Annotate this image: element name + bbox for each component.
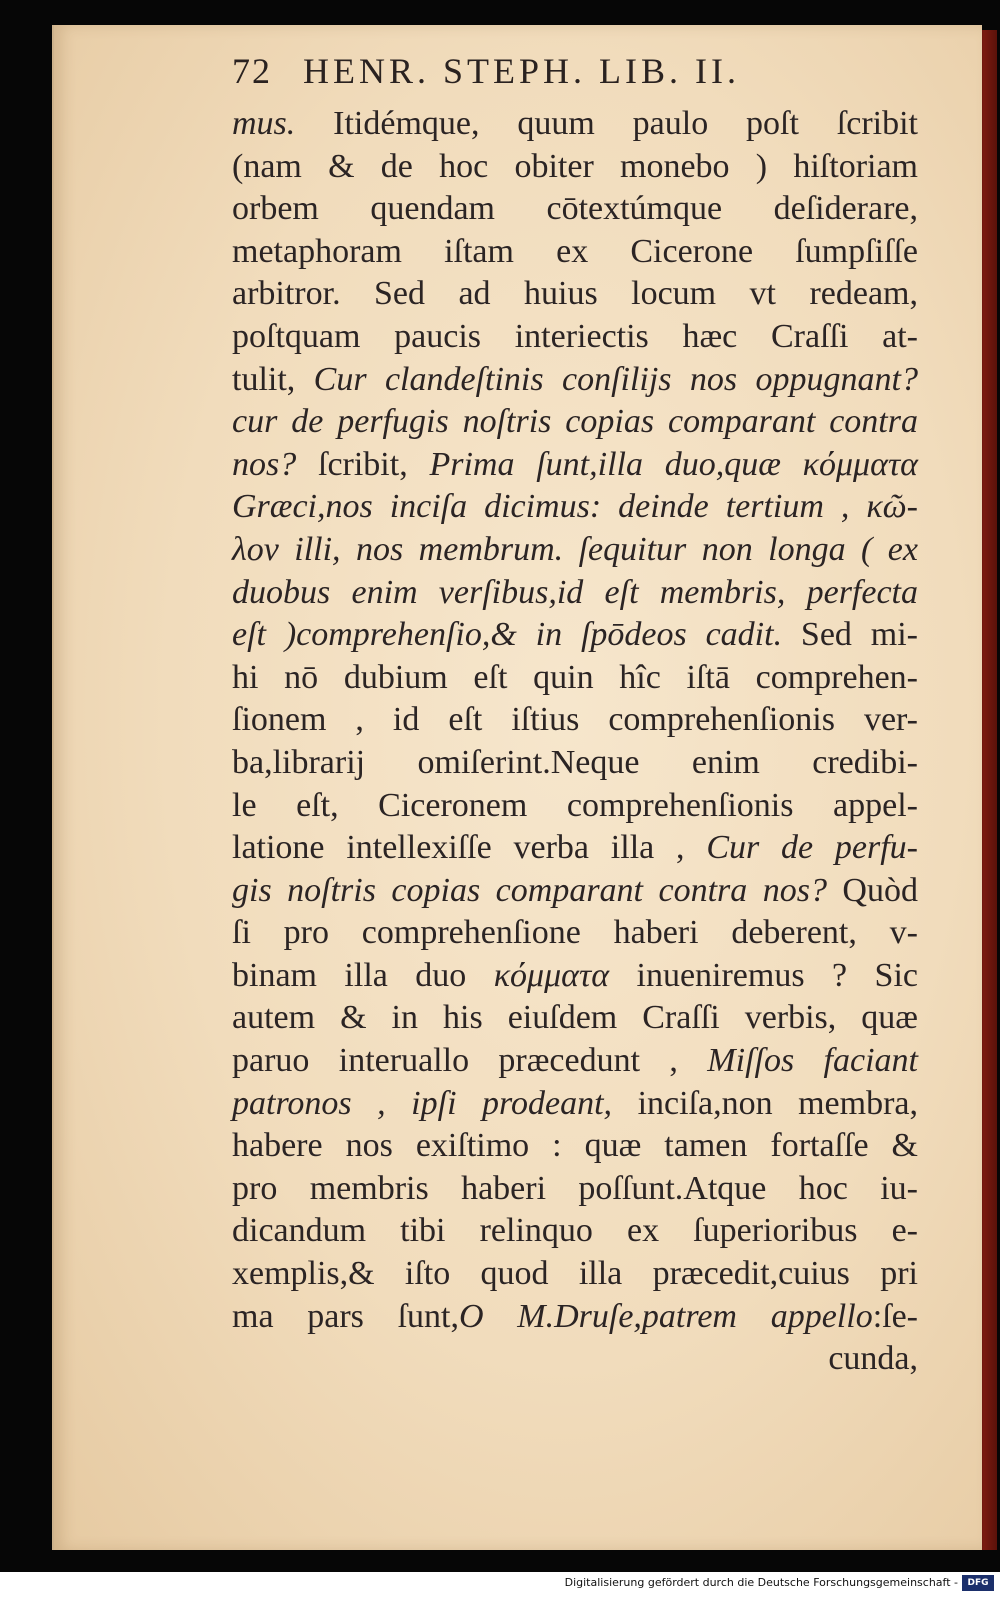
text-line (232, 785, 918, 828)
digitization-credit: Digitalisierung gefördert durch die Deutsche Forschungsgemeinschaft - (564, 1576, 958, 1589)
text-line (232, 657, 918, 700)
text-segment: ſionem , id eſt iſtius comprehenſionis ver- (232, 701, 918, 739)
italic-segment: λον illi, nos membrum. ſequitur non longa ( ex (232, 530, 918, 568)
text-segment: ba,librarij omiſerint.Neque enim credibi- (232, 743, 918, 781)
text-segment: metaphoram iſtam ex Cicerone ſumpſiſſe (232, 232, 918, 270)
text-line (232, 316, 918, 359)
text-line (232, 188, 918, 231)
italic-segment: patronos , ipſi prodeant, (232, 1084, 613, 1122)
italic-segment: Græci,nos inciſa dicimus: deinde tertium , κῶ- (232, 488, 918, 526)
text-segment: orbem quendam cōtextúmque deſiderare, (232, 190, 918, 228)
running-head: HENR. STEPH. LIB. II. (303, 51, 740, 91)
text-line (232, 231, 918, 274)
text-line (232, 359, 918, 402)
italic-segment: κόμματα (493, 956, 610, 994)
text-segment: pro membris haberi poſſunt.Atque hoc iu- (232, 1169, 918, 1207)
text-line (232, 486, 918, 529)
italic-segment: duobus enim verſibus,id eſt membris, perfecta (232, 573, 918, 611)
text-segment: tulit, (232, 360, 314, 398)
text-line (232, 870, 918, 913)
text-segment: inueniremus ? Sic (609, 956, 918, 994)
text-line (232, 1168, 918, 1211)
text-line (232, 1253, 918, 1296)
dfg-logo: DFG (962, 1575, 994, 1591)
text-segment: ſcribit, (296, 445, 430, 483)
text-segment: Sed mi- (782, 616, 919, 654)
text-line (232, 955, 918, 998)
text-line (232, 912, 918, 955)
text-segment: (nam & de hoc obiter monebo ) hiſtoriam (232, 147, 918, 185)
italic-segment: mus. (232, 105, 296, 142)
text-line (232, 146, 918, 189)
text-line (232, 699, 918, 742)
text-segment: xemplis,& iſto quod illa præcedit,cuius pri (232, 1255, 918, 1293)
text-segment: habere nos exiſtimo : quæ tamen fortaſſe & (232, 1127, 918, 1165)
text-line (232, 572, 918, 615)
text-line (232, 273, 918, 316)
text-line (232, 742, 918, 785)
text-segment: inciſa,non membra, (612, 1084, 918, 1122)
italic-segment: gis noſtris copias comparant contra nos? (232, 871, 827, 909)
body-text (232, 103, 918, 1381)
text-segment: hi nō dubium eſt quin hîc iſtā comprehen- (232, 658, 918, 696)
text-segment: ſi pro comprehenſione haberi deberent, v- (232, 914, 918, 952)
text-segment: ma pars ſunt, (232, 1297, 460, 1335)
text-segment: binam illa duo (232, 956, 494, 994)
text-line (232, 1296, 918, 1339)
text-segment: le eſt, Ciceronem comprehenſionis appel- (232, 786, 918, 824)
text-segment: Quòd (826, 871, 918, 909)
italic-segment: Prima ſunt,illa duo,quæ κόμματα (429, 445, 918, 483)
text-line (232, 401, 918, 444)
text-line (232, 1210, 918, 1253)
italic-segment: Miſſos faciant (707, 1042, 918, 1080)
italic-segment: Cur de perfu- (706, 829, 919, 867)
text-segment: Itidémque, quum paulo poſt ſcribit (295, 105, 918, 142)
text-segment: poſtquam paucis interiectis hæc Craſſi at- (232, 317, 918, 355)
text-line (232, 827, 918, 870)
text-segment: latione intellexiſſe verba illa , (232, 829, 707, 867)
text-line (232, 1040, 918, 1083)
text-line (232, 529, 918, 572)
text-segment: arbitror. Sed ad huius locum vt redeam, (232, 275, 918, 313)
text-segment: :ſe- (872, 1297, 918, 1335)
text-line (232, 997, 918, 1040)
catchword: cunda, (828, 1340, 918, 1378)
page-header (232, 50, 892, 90)
page-number: 72 (232, 51, 272, 91)
text-line (232, 103, 918, 146)
italic-segment: Cur clandeſtinis conſilijs nos oppugnant? (313, 360, 918, 398)
italic-segment: O M.Druſe,patrem appello (459, 1297, 873, 1335)
text-segment: dicandum tibi relinquo ex ſuperioribus e- (232, 1212, 918, 1250)
text-line (232, 444, 918, 487)
italic-segment: cur de perfugis noſtris copias comparant contra (232, 403, 918, 441)
text-segment: autem & in his eiuſdem Craſſi verbis, quæ (232, 999, 918, 1037)
text-line (232, 1083, 918, 1126)
text-line (232, 614, 918, 657)
text-line (232, 1125, 918, 1168)
text-segment: paruo interuallo præcedunt , (232, 1042, 708, 1080)
italic-segment: nos? (232, 445, 297, 483)
italic-segment: eſt )comprehenſio,& in ſpōdeos cadit. (232, 616, 783, 654)
